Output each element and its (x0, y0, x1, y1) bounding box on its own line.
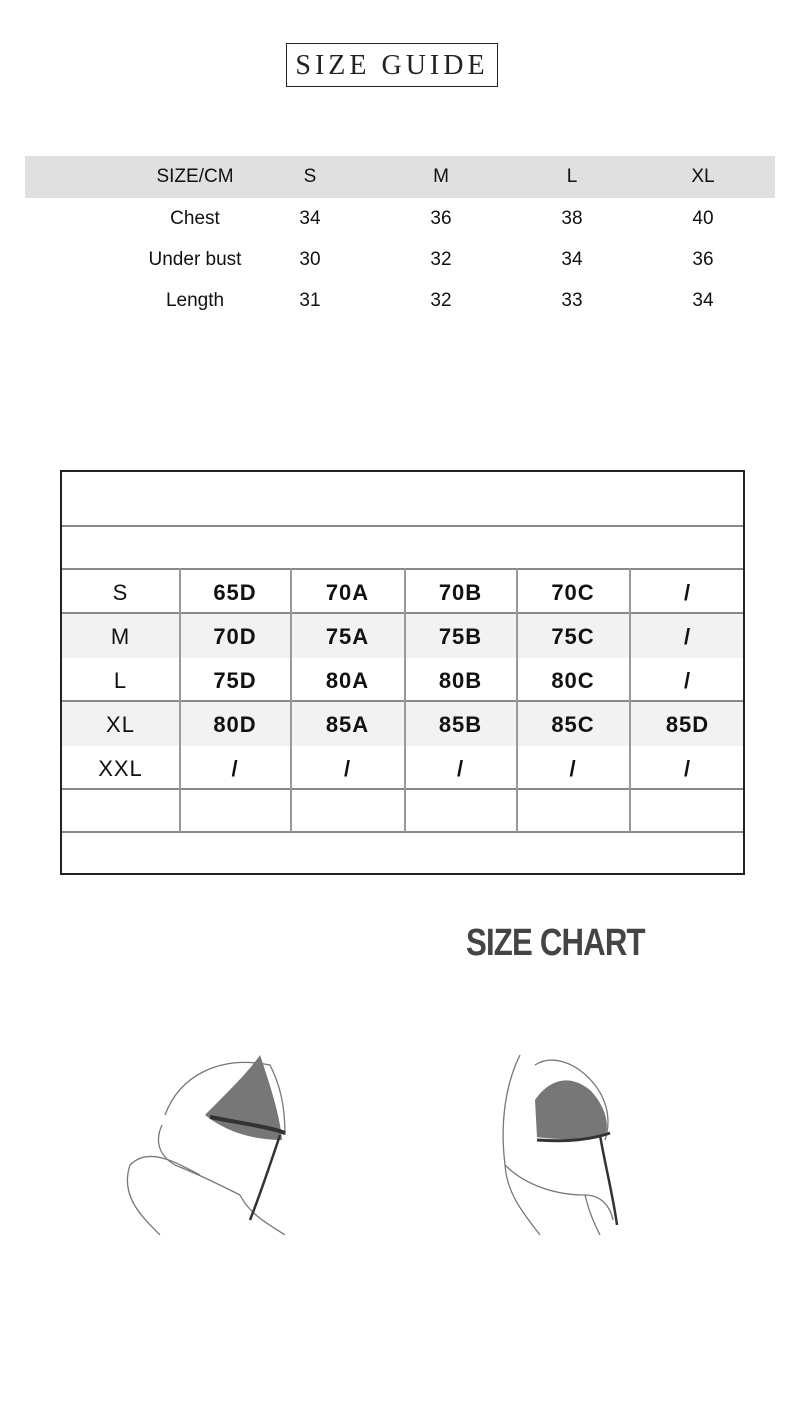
table-cell: / (231, 756, 239, 781)
table-cell: / (683, 668, 692, 693)
size-guide-title: SIZE GUIDE (286, 43, 498, 87)
table-cell: 33 (561, 290, 583, 311)
column-divider (629, 568, 631, 832)
table-cell: / (683, 756, 692, 781)
size-label: M (110, 624, 131, 649)
column-divider (404, 568, 406, 832)
size-chart-title: SIZE CHART (466, 922, 645, 964)
table-cell: 30 (299, 249, 321, 270)
column-divider (290, 568, 292, 832)
table-cell: 70B (438, 580, 483, 605)
size-label: L (113, 668, 128, 693)
header-l: L (566, 166, 578, 187)
row-label: Chest (170, 208, 220, 229)
row-label: Length (165, 290, 225, 311)
table-row (62, 702, 743, 746)
table-row (25, 198, 775, 239)
table-cell: 65D (213, 580, 257, 605)
table-cell: 85B (438, 712, 483, 737)
table-cell: 36 (692, 249, 714, 270)
table-row (62, 614, 743, 658)
table-cell: 85A (325, 712, 370, 737)
header-m: M (433, 166, 449, 187)
table-cell: 85D (665, 712, 710, 737)
header-size-cm: SIZE/CM (156, 166, 234, 187)
table-cell: 32 (430, 249, 452, 270)
table-row (62, 658, 743, 702)
table-cell: 75B (438, 624, 483, 649)
bra-size-table (60, 470, 745, 875)
column-divider (179, 568, 181, 832)
table-divider (62, 831, 743, 833)
header-s: S (303, 166, 317, 187)
table-cell: 70D (213, 624, 257, 649)
size-label: S (112, 580, 129, 605)
table-divider (62, 525, 743, 527)
table-cell: 80A (325, 668, 370, 693)
header-xl: XL (691, 166, 715, 187)
table-row (25, 280, 775, 321)
table-cell: / (683, 624, 692, 649)
table-cell: 34 (692, 290, 714, 311)
table-cell: 38 (561, 208, 583, 229)
table-cell: 75D (213, 668, 257, 693)
table-row (62, 746, 743, 790)
table-cell: / (683, 580, 692, 605)
size-table-header (25, 156, 775, 198)
table-cell: 70A (325, 580, 370, 605)
table-cell: 36 (430, 208, 452, 229)
table-cell: / (343, 756, 352, 781)
table-cell: 75A (325, 624, 370, 649)
table-row (25, 239, 775, 280)
underbust-measurement-illustration (495, 1045, 635, 1235)
column-divider (516, 568, 518, 832)
chest-measurement-illustration (120, 1045, 300, 1235)
row-label: Under bust (148, 249, 242, 270)
table-cell: 34 (561, 249, 583, 270)
table-cell: 70C (551, 580, 595, 605)
table-cell: / (456, 756, 465, 781)
table-cell: 80C (551, 668, 595, 693)
table-cell: 75C (551, 624, 595, 649)
size-label: XL (106, 712, 135, 737)
table-cell: 85C (551, 712, 595, 737)
size-table (25, 156, 775, 321)
table-cell: 80D (213, 712, 257, 737)
table-cell: 80B (438, 668, 483, 693)
table-cell: 34 (299, 208, 321, 229)
table-cell: 40 (692, 208, 714, 229)
table-cell: 31 (299, 290, 321, 311)
table-cell: 32 (430, 290, 452, 311)
table-cell: / (569, 756, 577, 781)
size-label: XXL (98, 756, 143, 781)
table-row (62, 570, 743, 614)
